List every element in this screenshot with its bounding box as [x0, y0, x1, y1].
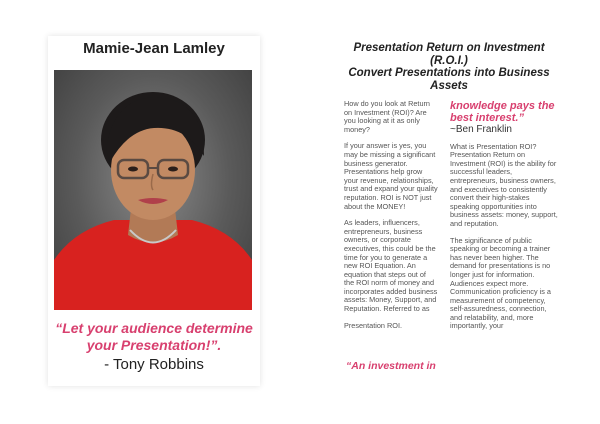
article-column-right — [450, 100, 558, 339]
article-column-left — [344, 100, 438, 338]
left-quote-author: - Tony Robbins — [104, 356, 204, 373]
speaker-photo — [54, 70, 252, 310]
pull-quote-author: ~Ben Franklin — [450, 124, 512, 135]
article-title-line: Assets — [430, 79, 468, 92]
article-paragraph: Presentation ROI. — [344, 320, 402, 330]
speaker-portrait-image — [54, 70, 252, 310]
article-title — [336, 42, 562, 92]
pull-quote-knowledge: knowledge pays the best interest.” — [450, 100, 555, 124]
article-paragraph: What is Presentation ROI? Presentation Return on Investment (ROI) is the ability for successful leaders, entrepreneurs, business owners, and executives to consistently convert their high-stakes speaking opportunities into business assets: money, support, and reputation. — [450, 141, 558, 228]
article-paragraph: The significance of public speaking or becoming a trainer has never been higher. The demand for presentations is no longer just for information. Audiences expect more. Communication proficiency is a measurement of competency, self-assuredness, connection, and relatability, and, more importantly, your — [450, 235, 551, 331]
pull-quote-investment: “An investment in — [346, 360, 436, 372]
article-paragraph: If your answer is yes, you may be missing a significant business generator. Presentations help grow your revenue, relationships, trust and expand your quality reputation. ROI is NOT just about the MONEY! — [344, 141, 438, 211]
article-title-line: Presentation Return on Investment — [353, 42, 545, 54]
article-title-line: (R.O.I.) — [430, 54, 468, 67]
article-paragraph: How do you look at Return on Investment (ROI)? Are you looking at it as only money? — [344, 99, 430, 134]
article-page — [336, 34, 562, 390]
speaker-name: Mamie-Jean Lamley — [83, 40, 225, 57]
speaker-card — [48, 36, 260, 386]
article-title-line: Convert Presentations into Business — [348, 67, 550, 79]
article-paragraph: As leaders, influencers, entrepreneurs, business owners, or corporate executives, this could be the time for you to generate a new ROI Equation. An equation that steps out of the ROI norm of money and incorporates added business assets: Money, Support, and Reputation. Referred to as — [344, 218, 438, 314]
left-quote: “Let your audience determine your Presentation!”. — [55, 320, 253, 353]
